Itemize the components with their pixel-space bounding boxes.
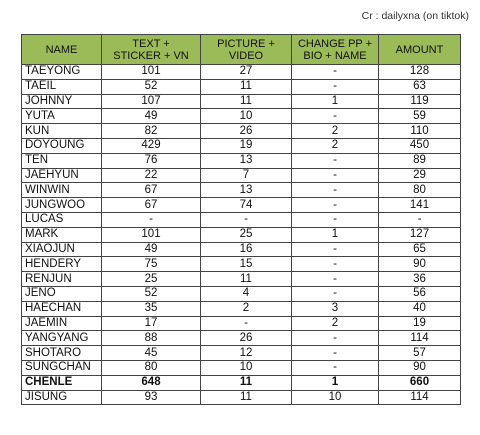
member-name-cell: JENO [22, 286, 102, 301]
member-name-cell: HAECHAN [22, 301, 102, 316]
change-pp-bio-name-cell: - [292, 242, 379, 257]
amount-cell: 40 [379, 301, 461, 316]
amount-cell: 128 [379, 65, 461, 80]
picture-video-cell: 74 [201, 198, 292, 213]
text-sticker-vn-cell: 93 [102, 390, 201, 405]
picture-video-cell: 11 [201, 79, 292, 94]
amount-cell: 141 [379, 198, 461, 213]
member-name-cell: TAEIL [22, 79, 102, 94]
text-sticker-vn-cell: 76 [102, 153, 201, 168]
member-name-cell: LUCAS [22, 212, 102, 227]
table-row [22, 390, 461, 405]
picture-video-cell: 26 [201, 124, 292, 139]
amount-cell: 127 [379, 227, 461, 242]
member-name-cell: YANGYANG [22, 331, 102, 346]
member-name-cell: JISUNG [22, 390, 102, 405]
change-pp-bio-name-cell: 2 [292, 316, 379, 331]
amount-cell: 19 [379, 316, 461, 331]
amount-cell: 90 [379, 360, 461, 375]
change-pp-bio-name-cell: - [292, 286, 379, 301]
text-sticker-vn-cell: 101 [102, 227, 201, 242]
credit-text: Cr : dailyxna (on tiktok) [361, 10, 469, 22]
text-sticker-vn-cell: 429 [102, 138, 201, 153]
member-name-cell: KUN [22, 124, 102, 139]
text-sticker-vn-cell: 88 [102, 331, 201, 346]
text-sticker-vn-cell: 82 [102, 124, 201, 139]
amount-cell: 114 [379, 331, 461, 346]
picture-video-cell: 11 [201, 94, 292, 109]
text-sticker-vn-cell: 49 [102, 109, 201, 124]
table-row [22, 346, 461, 361]
amount-cell: 660 [379, 375, 461, 390]
member-name-cell: TAEYONG [22, 65, 102, 80]
member-name-cell: JOHNNY [22, 94, 102, 109]
table-row [22, 138, 461, 153]
member-name-cell: WINWIN [22, 183, 102, 198]
text-sticker-vn-cell: 25 [102, 272, 201, 287]
table-row [22, 94, 461, 109]
message-count-table [21, 34, 461, 405]
picture-video-cell: 19 [201, 138, 292, 153]
text-sticker-vn-cell: 80 [102, 360, 201, 375]
picture-video-cell: 13 [201, 183, 292, 198]
member-name-cell: YUTA [22, 109, 102, 124]
member-name-cell: SHOTARO [22, 346, 102, 361]
change-pp-bio-name-cell: 2 [292, 124, 379, 139]
change-pp-bio-name-cell: 1 [292, 94, 379, 109]
table-row [22, 257, 461, 272]
amount-cell: 29 [379, 168, 461, 183]
change-pp-bio-name-cell: - [292, 79, 379, 94]
picture-video-cell: 11 [201, 375, 292, 390]
text-sticker-vn-cell: 49 [102, 242, 201, 257]
header-change-pp-bio-name: CHANGE PP + BIO + NAME [292, 35, 379, 65]
amount-cell: 59 [379, 109, 461, 124]
picture-video-cell: 11 [201, 390, 292, 405]
text-sticker-vn-cell: - [102, 212, 201, 227]
change-pp-bio-name-cell: - [292, 360, 379, 375]
change-pp-bio-name-cell: - [292, 153, 379, 168]
amount-cell: 56 [379, 286, 461, 301]
table-row [22, 316, 461, 331]
change-pp-bio-name-cell: - [292, 198, 379, 213]
member-name-cell: HENDERY [22, 257, 102, 272]
change-pp-bio-name-cell: 1 [292, 375, 379, 390]
amount-cell: 119 [379, 94, 461, 109]
member-name-cell: JAEHYUN [22, 168, 102, 183]
member-name-cell: JAEMIN [22, 316, 102, 331]
table-row [22, 65, 461, 80]
member-name-cell: CHENLE [22, 375, 102, 390]
header-name: NAME [22, 35, 102, 65]
text-sticker-vn-cell: 52 [102, 79, 201, 94]
table-row [22, 153, 461, 168]
table-row [22, 168, 461, 183]
picture-video-cell: 10 [201, 109, 292, 124]
amount-cell: 57 [379, 346, 461, 361]
table-row [22, 79, 461, 94]
text-sticker-vn-cell: 35 [102, 301, 201, 316]
member-name-cell: DOYOUNG [22, 138, 102, 153]
change-pp-bio-name-cell: - [292, 109, 379, 124]
amount-cell: 110 [379, 124, 461, 139]
change-pp-bio-name-cell: - [292, 168, 379, 183]
header-text-sticker-vn: TEXT + STICKER + VN [102, 35, 201, 65]
table-body [22, 65, 461, 405]
text-sticker-vn-cell: 75 [102, 257, 201, 272]
amount-cell: - [379, 212, 461, 227]
amount-cell: 80 [379, 183, 461, 198]
picture-video-cell: 4 [201, 286, 292, 301]
change-pp-bio-name-cell: 2 [292, 138, 379, 153]
header-picture-video: PICTURE + VIDEO [201, 35, 292, 65]
amount-cell: 450 [379, 138, 461, 153]
change-pp-bio-name-cell: - [292, 257, 379, 272]
text-sticker-vn-cell: 45 [102, 346, 201, 361]
text-sticker-vn-cell: 52 [102, 286, 201, 301]
change-pp-bio-name-cell: - [292, 272, 379, 287]
amount-cell: 90 [379, 257, 461, 272]
table-row [22, 109, 461, 124]
picture-video-cell: 11 [201, 272, 292, 287]
table-row [22, 375, 461, 390]
change-pp-bio-name-cell: - [292, 212, 379, 227]
header-row [22, 35, 461, 65]
text-sticker-vn-cell: 107 [102, 94, 201, 109]
text-sticker-vn-cell: 101 [102, 65, 201, 80]
picture-video-cell: 12 [201, 346, 292, 361]
table-header [22, 35, 461, 65]
table-row [22, 198, 461, 213]
text-sticker-vn-cell: 67 [102, 183, 201, 198]
amount-cell: 89 [379, 153, 461, 168]
table-row [22, 212, 461, 227]
member-name-cell: TEN [22, 153, 102, 168]
picture-video-cell: 27 [201, 65, 292, 80]
amount-cell: 114 [379, 390, 461, 405]
text-sticker-vn-cell: 67 [102, 198, 201, 213]
member-name-cell: RENJUN [22, 272, 102, 287]
member-name-cell: SUNGCHAN [22, 360, 102, 375]
table-row [22, 272, 461, 287]
text-sticker-vn-cell: 648 [102, 375, 201, 390]
amount-cell: 63 [379, 79, 461, 94]
text-sticker-vn-cell: 22 [102, 168, 201, 183]
table-row [22, 301, 461, 316]
picture-video-cell: 26 [201, 331, 292, 346]
member-name-cell: XIAOJUN [22, 242, 102, 257]
picture-video-cell: 10 [201, 360, 292, 375]
member-name-cell: MARK [22, 227, 102, 242]
change-pp-bio-name-cell: - [292, 183, 379, 198]
picture-video-cell: 25 [201, 227, 292, 242]
change-pp-bio-name-cell: - [292, 346, 379, 361]
change-pp-bio-name-cell: - [292, 331, 379, 346]
change-pp-bio-name-cell: 1 [292, 227, 379, 242]
table-row [22, 360, 461, 375]
picture-video-cell: 16 [201, 242, 292, 257]
amount-cell: 36 [379, 272, 461, 287]
table-row [22, 227, 461, 242]
change-pp-bio-name-cell: 10 [292, 390, 379, 405]
table-row [22, 286, 461, 301]
picture-video-cell: 7 [201, 168, 292, 183]
picture-video-cell: - [201, 316, 292, 331]
header-amount: AMOUNT [379, 35, 461, 65]
table-row [22, 242, 461, 257]
change-pp-bio-name-cell: - [292, 65, 379, 80]
amount-cell: 65 [379, 242, 461, 257]
member-name-cell: JUNGWOO [22, 198, 102, 213]
text-sticker-vn-cell: 17 [102, 316, 201, 331]
picture-video-cell: 13 [201, 153, 292, 168]
picture-video-cell: 15 [201, 257, 292, 272]
change-pp-bio-name-cell: 3 [292, 301, 379, 316]
table-row [22, 183, 461, 198]
table-row [22, 124, 461, 139]
picture-video-cell: - [201, 212, 292, 227]
table-row [22, 331, 461, 346]
picture-video-cell: 2 [201, 301, 292, 316]
